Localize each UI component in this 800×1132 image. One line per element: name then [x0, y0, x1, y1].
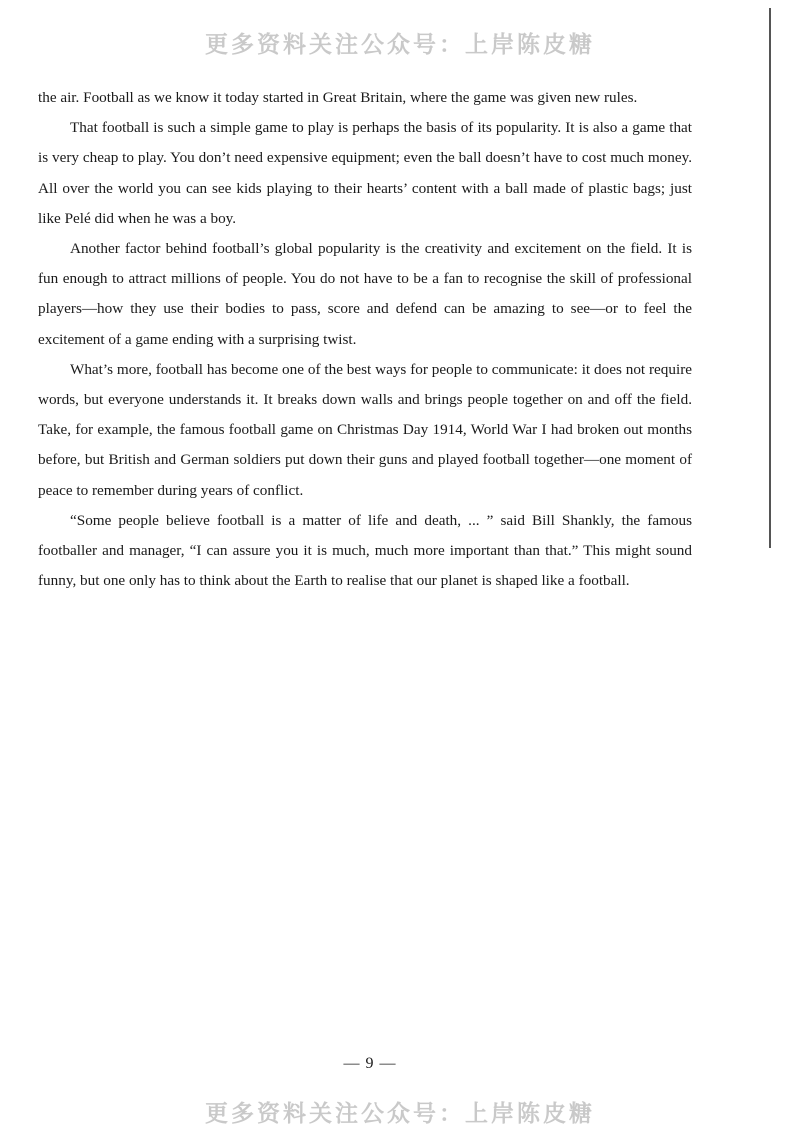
margin-rule: [769, 8, 771, 548]
page-number: — 9 —: [343, 1055, 397, 1072]
article-body: [38, 83, 692, 596]
watermark-top: 更多资料关注公众号：上岸陈皮糖: [205, 32, 595, 58]
paragraph-5: “Some people believe football is a matter of life and death, ... ” said Bill Shankly, the famous footballer and manager, “I can assure you it is much, much more important than that.” This might sound funny, but one only has to think about the Earth to realise that our planet is shaped like a football.: [38, 511, 692, 590]
paragraph-4: What’s more, football has become one of the best ways for people to communicate: it does not require words, but everyone understands it. It breaks down walls and brings people together on and off the field. Take, for example, the famous football game on Christmas Day 1914, World War I had broken out months before, but British and German soldiers put down their guns and played football together—one moment of peace to remember during years of conflict.: [38, 360, 692, 499]
paragraph-3: Another factor behind football’s global popularity is the creativity and excitement on the field. It is fun enough to attract millions of people. You do not have to be a fan to recognise the skill of professional players—how they use their bodies to pass, score and defend can be amazing to see—or to feel the excitement of a game ending with a surprising twist.: [38, 240, 692, 348]
paragraph-2: That football is such a simple game to play is perhaps the basis of its popularity. It is also a game that is very cheap to play. You don’t need expensive equipment; even the ball doesn’t have to cost much money. All over the world you can see kids playing to their hearts’ content with a ball made of plastic bags; just like Pelé did when he was a boy.: [38, 119, 692, 227]
paragraph-1: the air. Football as we know it today started in Great Britain, where the game was given new rules.: [38, 89, 638, 106]
watermark-bottom: 更多资料关注公众号：上岸陈皮糖: [205, 1101, 595, 1127]
